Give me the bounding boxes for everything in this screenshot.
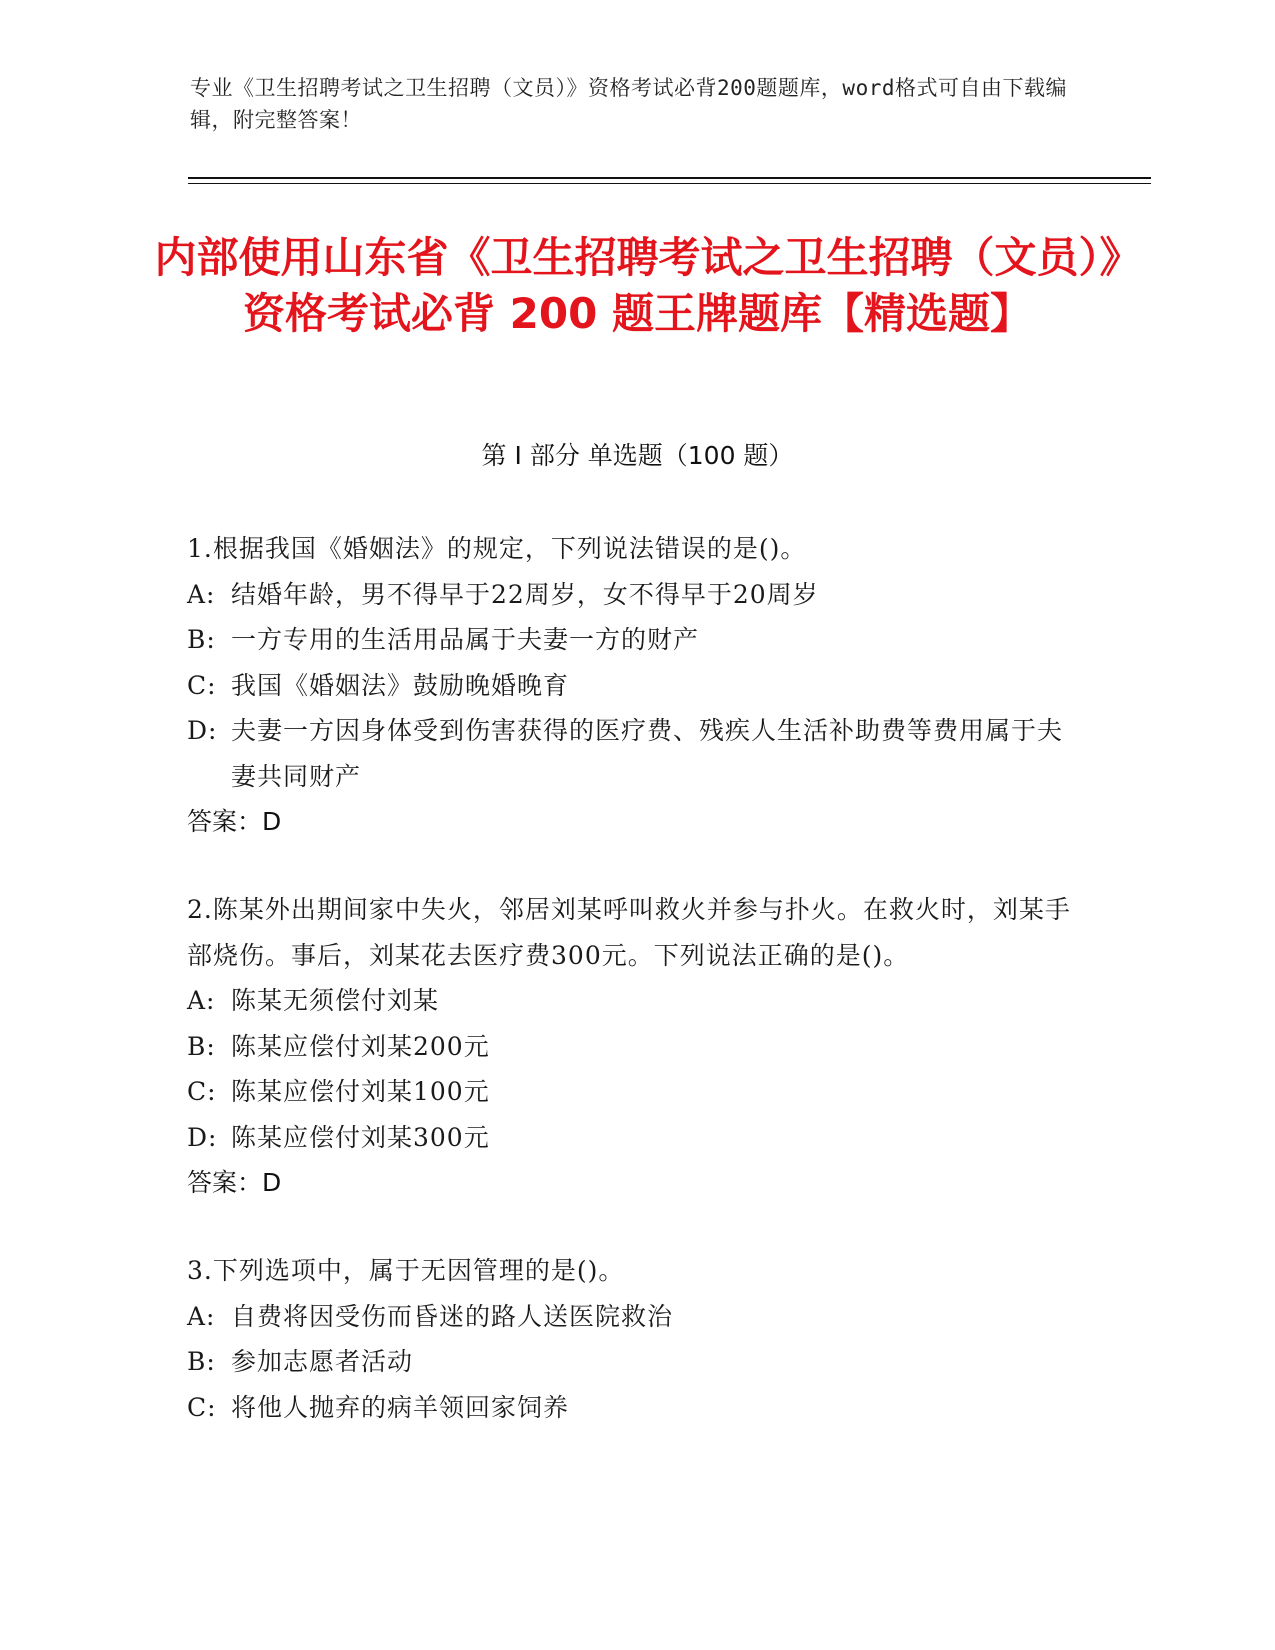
option-text: 结婚年龄，男不得早于22周岁，女不得早于20周岁 — [231, 579, 819, 609]
answer-line: 答案：D — [187, 807, 282, 836]
option-text: 将他人抛弃的病羊领回家饲养 — [231, 1392, 570, 1422]
option-text: 陈某应偿付刘某300元 — [231, 1122, 490, 1152]
option-a — [187, 978, 1087, 1024]
option-d — [187, 708, 1087, 799]
question-item-1 — [187, 526, 1087, 844]
question-stem: 2.陈某外出期间家中失火，邻居刘某呼叫救火并参与扑火。在救火时，刘某手部烧伤。事后，刘某花去医疗费300元。下列说法正确的是()。 — [187, 895, 1071, 970]
option-text: 陈某应偿付刘某100元 — [231, 1077, 490, 1106]
option-b — [187, 617, 1087, 663]
option-key: D: — [187, 1122, 218, 1152]
option-c — [187, 1069, 1087, 1115]
question-stem: 1.根据我国《婚姻法》的规定，下列说法错误的是()。 — [187, 534, 807, 563]
option-text: 自费将因受伤而昏迷的路人送医院救治 — [231, 1301, 674, 1331]
option-key: B: — [187, 625, 216, 654]
option-text: 一方专用的生活用品属于夫妻一方的财产 — [231, 625, 700, 654]
question-list — [187, 526, 1087, 1473]
option-b — [187, 1339, 1087, 1385]
option-text: 陈某无须偿付刘某 — [231, 986, 440, 1015]
option-key: C: — [187, 1392, 217, 1422]
option-a — [187, 572, 1087, 618]
option-c — [187, 663, 1087, 709]
option-c — [187, 1385, 1087, 1431]
option-text: 夫妻一方因身体受到伤害获得的医疗费、残疾人生活补助费等费用属于夫妻共同财产 — [231, 716, 1064, 791]
question-item-3 — [187, 1248, 1087, 1430]
option-key: B: — [187, 1031, 216, 1061]
header-divider-thin — [188, 183, 1151, 184]
option-a — [187, 1294, 1087, 1340]
option-key: A: — [187, 1301, 216, 1331]
option-key: C: — [187, 670, 217, 700]
option-text: 陈某应偿付刘某200元 — [231, 1031, 490, 1061]
option-key: A: — [187, 986, 216, 1015]
document-title: 内部使用山东省《卫生招聘考试之卫生招聘（文员）》资格考试必背 200 题王牌题库【精选题】 — [154, 233, 1121, 338]
option-d — [187, 1115, 1087, 1161]
section-title: 第 I 部分 单选题（100 题） — [481, 441, 794, 470]
option-b — [187, 1024, 1087, 1070]
answer-line: 答案：D — [187, 1168, 282, 1197]
question-stem: 3.下列选项中，属于无因管理的是()。 — [187, 1256, 625, 1285]
option-key: C: — [187, 1077, 217, 1106]
option-text: 参加志愿者活动 — [231, 1347, 414, 1376]
option-key: B: — [187, 1347, 216, 1376]
option-key: A: — [187, 579, 216, 609]
header-note: 专业《卫生招聘考试之卫生招聘（文员）》资格考试必背200题题库，word格式可自由下载编辑，附完整答案！ — [190, 76, 1067, 132]
question-item-2 — [187, 887, 1087, 1205]
header-divider-thick — [188, 177, 1151, 179]
option-text: 我国《婚姻法》鼓励晚婚晚育 — [231, 670, 570, 700]
option-key: D: — [187, 716, 218, 745]
